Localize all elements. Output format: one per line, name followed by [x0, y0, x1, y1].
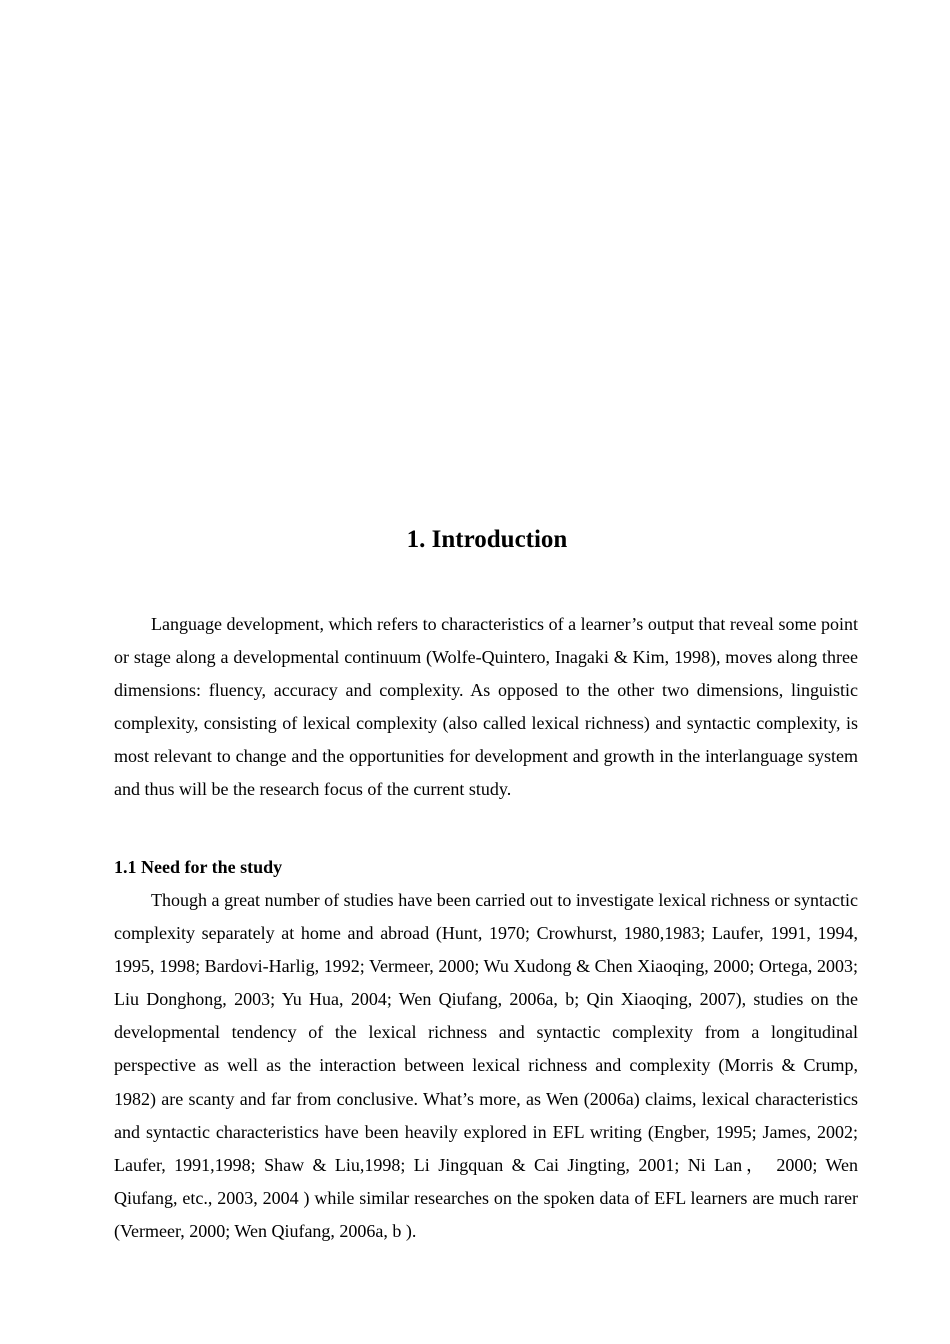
intro-paragraph: Language development, which refers to characteristics of a learner’s output that reveal some point or stage along a developmental continuum (Wolfe-Quintero, Inagaki & Kim, 1998), moves along three dimensions: fluency, accuracy and complexity. As opposed to the other two dimensions, linguistic complexity, consisting of lexical complexity (also called lexical richness) and syntactic complexity, is most relevant to change and the opportunities for development and growth in the interlanguage system and thus will be the research focus of the current study.	[114, 614, 858, 800]
chapter-title: 1. Introduction	[406, 526, 568, 553]
section-heading-need-for-study: 1.1 Need for the study	[114, 857, 283, 877]
need-for-study-paragraph: Though a great number of studies have been carried out to investigate lexical richness or syntactic complexity separately at home and abroad (Hunt, 1970; Crowhurst, 1980,1983; Laufer, 1991, 1994, 1995, 1998; Bardovi-Harlig, 1992; Vermeer, 2000; Wu Xudong & Chen Xiaoqing, 2000; Ortega, 2003; Liu Donghong, 2003; Yu Hua, 2004; Wen Qiufang, 2006a, b; Qin Xiaoqing, 2007), studies on the developmental tendency of the lexical richness and syntactic complexity from a longitudinal perspective as well as the interaction between lexical richness and complexity (Morris & Crump, 1982) are scanty and far from conclusive. What’s more, as Wen (2006a) claims, lexical characteristics and syntactic characteristics have been heavily explored in EFL writing (Engber, 1995; James, 2002; Laufer, 1991,1998; Shaw & Liu,1998; Li Jingquan & Cai Jingting, 2001; Ni Lan， 2000; Wen Qiufang, etc., 2003, 2004 ) while similar researches on the spoken data of EFL learners are much rarer (Vermeer, 2000; Wen Qiufang, 2006a, b ).	[114, 890, 858, 1241]
